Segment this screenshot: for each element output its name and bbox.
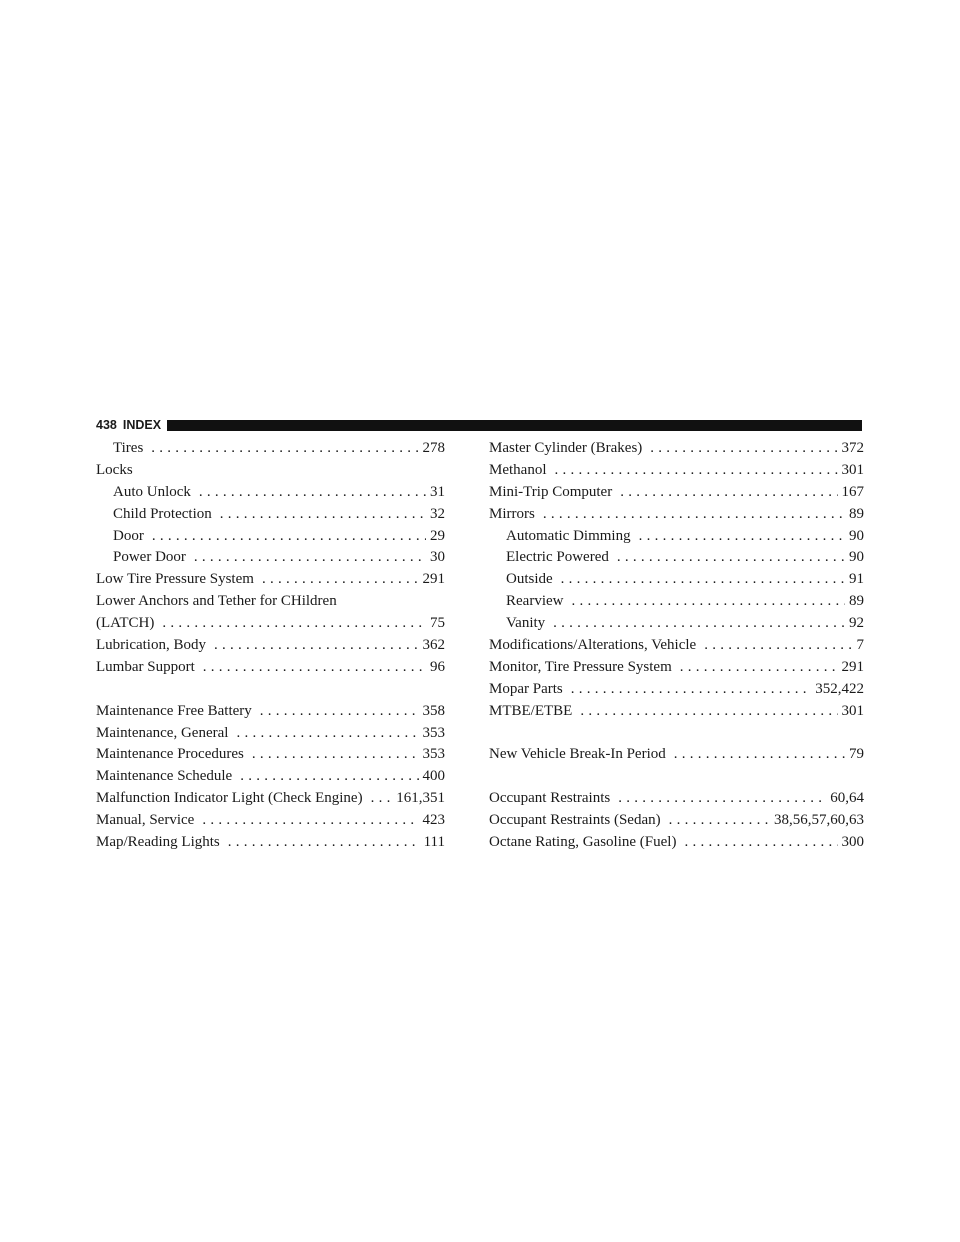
entry-label: Map/Reading Lights [96, 834, 220, 851]
entry-page: 372 [841, 440, 864, 456]
index-entry-latch [96, 613, 445, 635]
dot-leader [580, 701, 837, 723]
index-entry-maint-schedule [96, 766, 445, 788]
index-entry-mopar [489, 679, 864, 701]
dot-leader [151, 438, 418, 460]
index-entry-octane [489, 832, 864, 854]
entry-page: 301 [841, 461, 864, 478]
dot-leader [199, 482, 426, 504]
index-entry-tires [96, 438, 445, 460]
entry-label: Occupant Restraints [489, 790, 611, 807]
dot-leader [650, 438, 837, 460]
entry-label: Tires [113, 440, 144, 456]
index-entry-master-cylinder [489, 438, 864, 460]
entry-page: 7 [856, 637, 864, 654]
entry-label: Lubrication, Body [96, 637, 206, 654]
index-entry-modifications [489, 635, 864, 657]
index-entry-occupant-sedan [489, 810, 864, 832]
entry-page: 352,422 [815, 680, 864, 697]
index-column-left [96, 438, 445, 854]
entry-page: 161,351 [396, 790, 445, 807]
index-entry-auto-unlock [96, 482, 445, 504]
index-entry-rearview [489, 591, 864, 613]
dot-leader [202, 810, 418, 832]
entry-label: Mini-Trip Computer [489, 483, 613, 500]
letter-group-gap [96, 679, 445, 701]
entry-label: Manual, Service [96, 812, 195, 829]
dot-leader [555, 460, 838, 482]
entry-label: New Vehicle Break-In Period [489, 746, 666, 763]
index-column-right [489, 438, 864, 854]
dot-leader [704, 635, 852, 657]
entry-label: Lumbar Support [96, 658, 195, 675]
section-title: INDEX [122, 418, 162, 432]
entry-page: 75 [430, 615, 445, 632]
entry-label: Maintenance Schedule [96, 768, 233, 785]
dot-leader [571, 591, 845, 613]
dot-leader [152, 526, 426, 548]
entry-page: 90 [849, 549, 864, 566]
index-entry-methanol [489, 460, 864, 482]
entry-page: 111 [423, 834, 445, 851]
entry-label: Electric Powered [506, 549, 609, 566]
index-entry-electric-powered [489, 547, 864, 569]
dot-leader [639, 526, 845, 548]
index-entry-lubrication [96, 635, 445, 657]
dot-leader [543, 504, 845, 526]
entry-label: Master Cylinder (Brakes) [489, 440, 643, 456]
index-entry-power-door [96, 547, 445, 569]
dot-leader [220, 504, 426, 526]
index-entry-maint-battery [96, 701, 445, 723]
index-entry-vanity [489, 613, 864, 635]
entry-page: 79 [849, 746, 864, 763]
entry-page: 353 [422, 724, 445, 741]
letter-group-gap [489, 766, 864, 788]
index-entry-mirrors [489, 504, 864, 526]
entry-label: Modifications/Alterations, Vehicle [489, 637, 697, 654]
entry-label: Child Protection [113, 505, 212, 522]
entry-page: 301 [841, 702, 864, 719]
entry-label: Octane Rating, Gasoline (Fuel) [489, 834, 677, 851]
dot-leader [262, 569, 419, 591]
entry-page: 291 [422, 571, 445, 588]
header-rule [167, 420, 862, 431]
dot-leader [680, 657, 838, 679]
entry-page: 353 [422, 746, 445, 763]
entry-page: 91 [849, 571, 864, 588]
entry-label: Malfunction Indicator Light (Check Engine) [96, 790, 363, 807]
entry-label: Automatic Dimming [506, 527, 631, 544]
index-entry-malfunction [96, 788, 445, 810]
index-entry-child-protection [96, 504, 445, 526]
entry-label: Door [113, 527, 144, 544]
entry-page: 291 [841, 658, 864, 675]
entry-page: 358 [422, 702, 445, 719]
dot-leader [571, 679, 812, 701]
entry-label: Power Door [113, 549, 186, 566]
entry-page: 96 [430, 658, 445, 675]
dot-leader [620, 482, 837, 504]
index-entry-lumbar [96, 657, 445, 679]
index-entry-monitor-tire [489, 657, 864, 679]
entry-label: Auto Unlock [113, 483, 191, 500]
entry-page: 300 [841, 834, 864, 851]
entry-label: Monitor, Tire Pressure System [489, 658, 672, 675]
entry-label: Maintenance, General [96, 724, 229, 741]
entry-page: 278 [422, 440, 445, 456]
entry-label: Methanol [489, 461, 547, 478]
dot-leader [260, 701, 419, 723]
entry-page: 90 [849, 527, 864, 544]
dot-leader [371, 788, 393, 810]
dot-leader [162, 613, 426, 635]
index-entry-new-vehicle [489, 744, 864, 766]
entry-page: 400 [422, 768, 445, 785]
dot-leader [214, 635, 419, 657]
dot-leader [203, 657, 426, 679]
index-entry-occupant [489, 788, 864, 810]
entry-page: 38,56,57,60,63 [774, 812, 864, 829]
entry-label: Low Tire Pressure System [96, 571, 254, 588]
entry-page: 89 [849, 593, 864, 610]
entry-page: 31 [430, 483, 445, 500]
index-entry-maint-general [96, 723, 445, 745]
index-entry-mini-trip [489, 482, 864, 504]
index-entry-manual-service [96, 810, 445, 832]
index-entry-auto-dimming [489, 526, 864, 548]
dot-leader [240, 766, 418, 788]
entry-page: 92 [849, 615, 864, 632]
dot-leader [674, 744, 845, 766]
entry-label: Occupant Restraints (Sedan) [489, 812, 661, 829]
page-number: 438 [96, 418, 117, 432]
entry-page: 362 [422, 637, 445, 654]
page-header [96, 418, 862, 432]
index-entry-map-lights [96, 832, 445, 854]
dot-leader [236, 723, 418, 745]
entry-label: Mopar Parts [489, 680, 563, 697]
entry-label: Mirrors [489, 505, 535, 522]
index-entry-low-tire [96, 569, 445, 591]
entry-label: (LATCH) [96, 615, 155, 632]
entry-page: 167 [841, 483, 864, 500]
index-entry-mtbe [489, 701, 864, 723]
index-entry-locks [96, 460, 445, 482]
dot-leader [228, 832, 420, 854]
dot-leader [561, 569, 845, 591]
entry-label: Maintenance Free Battery [96, 702, 252, 719]
dot-leader [194, 547, 426, 569]
entry-label: Locks [96, 461, 133, 478]
entry-label: Maintenance Procedures [96, 746, 244, 763]
entry-page: 29 [430, 527, 445, 544]
entry-page: 60,64 [830, 790, 864, 807]
entry-label: Rearview [506, 593, 564, 610]
entry-label: Vanity [506, 615, 546, 632]
dot-leader [252, 744, 419, 766]
index-entry-lower-anchors [96, 591, 445, 613]
dot-leader [553, 613, 845, 635]
index-entry-maint-procedures [96, 744, 445, 766]
dot-leader [618, 788, 826, 810]
dot-leader [617, 547, 845, 569]
entry-label: Outside [506, 571, 553, 588]
entry-page: 30 [430, 549, 445, 566]
letter-group-gap [489, 723, 864, 745]
entry-page: 32 [430, 505, 445, 522]
entry-page: 89 [849, 505, 864, 522]
entry-label: Lower Anchors and Tether for CHildren [96, 593, 337, 610]
dot-leader [669, 810, 770, 832]
index-entry-door [96, 526, 445, 548]
entry-label: MTBE/ETBE [489, 702, 573, 719]
entry-page: 423 [422, 812, 445, 829]
index-entry-outside [489, 569, 864, 591]
dot-leader [684, 832, 837, 854]
